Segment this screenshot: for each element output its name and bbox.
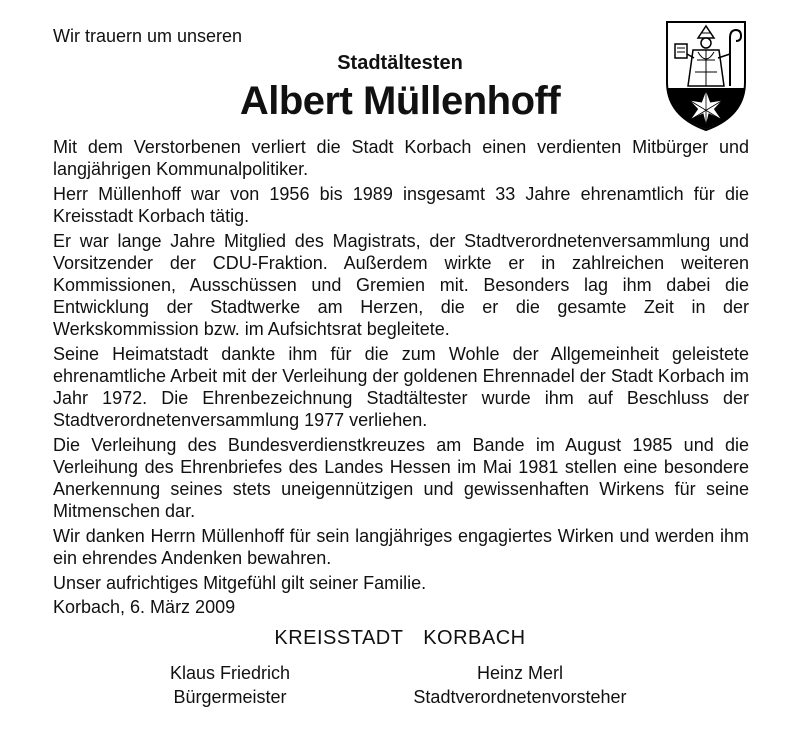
signatory-mayor — [140, 661, 320, 709]
signatory-role: Bürgermeister — [173, 687, 287, 707]
paragraph: Seine Heimatstadt dankte ihm für die zum Wohle der Allgemeinheit geleistete ehrenamtliche Arbeit mit der Verleihung der goldenen Ehrennadel der Stadt Korbach im Jahr 1972. Die Ehrenbezeichnung Stadtältester wurde ihm auf Beschluss der Stadtverordnetenversammlung 1977 verliehen. — [53, 344, 749, 430]
signatory-name: Heinz Merl — [476, 663, 564, 683]
signatory-council-chair — [395, 661, 645, 709]
issuing-city: KREISSTADT KORBACH — [274, 627, 526, 649]
paragraph: Herr Müllenhoff war von 1956 bis 1989 insgesamt 33 Jahre ehrenamtlich für die Kreisstadt Korbach tätig. — [53, 184, 749, 226]
paragraph: Wir danken Herrn Müllenhoff für sein langjähriges engagiertes Wirken und werden ihm ein ehrendes Andenken bewahren. — [53, 526, 749, 568]
deceased-title: Stadtältesten — [337, 52, 463, 74]
deceased-name: Albert Müllenhoff — [239, 79, 561, 123]
paragraph: Die Verleihung des Bundesverdienstkreuzes am Bande im August 1985 und die Verleihung des Ehrenbriefes des Landes Hessen im Mai 1981 stellen eine besondere Anerkennung seines stets uneigennützigen und gewissenhaften Wirkens für seine Mitmenschen dar. — [53, 435, 749, 521]
intro-line: Wir trauern um unseren — [53, 26, 243, 46]
signatory-name: Klaus Friedrich — [169, 663, 291, 683]
signatory-role: Stadtverordnetenvorsteher — [413, 687, 627, 707]
obituary-body — [53, 136, 749, 597]
paragraph: Unser aufrichtiges Mitgefühl gilt seiner Familie. — [53, 573, 427, 593]
paragraph: Er war lange Jahre Mitglied des Magistrats, der Stadtverordnetenversammlung und Vorsitzender der CDU-Fraktion. Außerdem wirkte er in zahlreichen weiteren Kommissionen, Ausschüssen und Gremien mit. Besonders lag ihm dabei die Entwicklung der Stadtwerke am Herzen, die er die gesamte Zeit in der Werkskommission bzw. im Aufsichtsrat begleitete. — [53, 231, 749, 339]
paragraph: Mit dem Verstorbenen verliert die Stadt Korbach einen verdienten Mitbürger und langjährigen Kommunalpolitiker. — [53, 137, 749, 179]
place-and-date: Korbach, 6. März 2009 — [53, 597, 236, 617]
korbach-coat-of-arms-icon — [664, 20, 748, 132]
